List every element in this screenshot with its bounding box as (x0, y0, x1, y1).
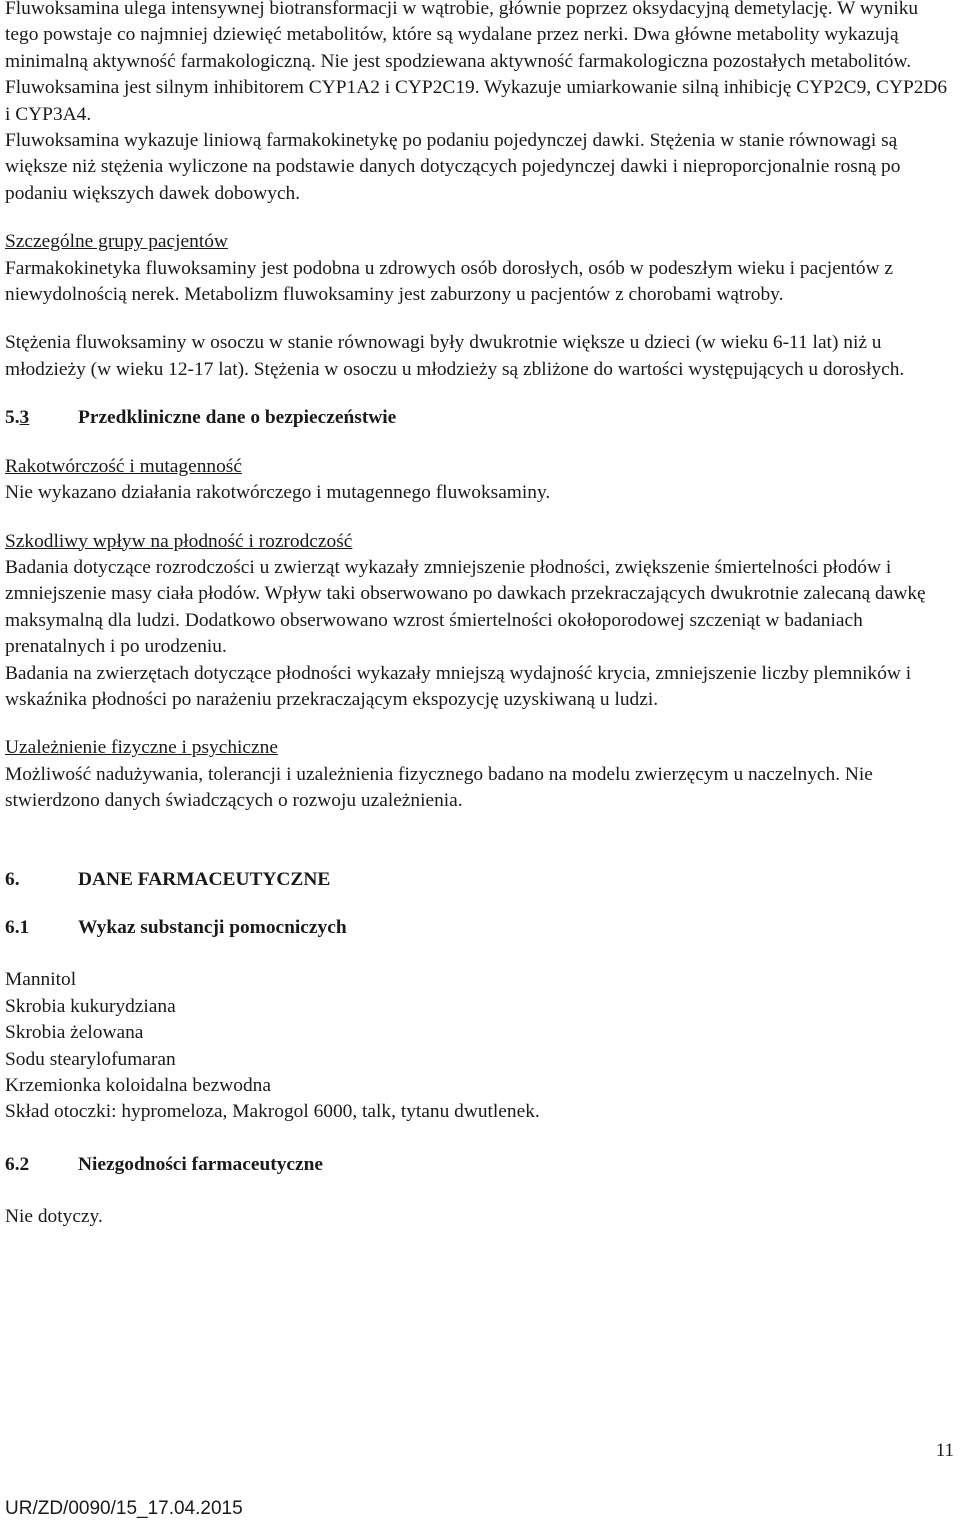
section-6-2-heading (5, 1152, 955, 1178)
special-groups-heading: Szczególne grupy pacjentów (5, 231, 228, 253)
list-item: Sodu stearylofumaran (5, 1048, 176, 1070)
pk-paragraph-1: Fluwoksamina ulega intensywnej biotransformacji w wątrobie, głównie poprzez oksydacyjną demetylację. W wyniku tego powstaje co najmniej dziewięć metabolitów, które są wydalane przez nerki. Dwa główne metabolity wykazują minimalną aktywność farmakologiczną. Nie jest spodziewana aktywność farmakologiczna pozostałych metabolitów. Fluwoksamina jest silnym inhibitorem CYP1A2 i CYP2C19. Wykazuje umiarkowanie silną inhibicję CYP2C9, CYP2D6 i CYP3A4. (5, 0, 948, 125)
reproduction-paragraph-2: Badania na zwierzętach dotyczące płodności wykazały mniejszą wydajność krycia, zmniejszenie liczby plemników i wskaźnika płodności po narażeniu przekraczającym ekspozycję uzyskiwaną u ludzi. (5, 662, 912, 710)
list-item: Krzemionka koloidalna bezwodna (5, 1075, 271, 1096)
section-6-2-text: Nie dotyczy. (5, 1206, 103, 1228)
section-6-title: DANE FARMACEUTYCZNE (78, 868, 331, 890)
list-item: Skład otoczki: hypromeloza, Makrogol 6000, talk, tytanu dwutlenek. (5, 1101, 540, 1123)
special-groups-paragraph-2: Stężenia fluwoksaminy w osoczu w stanie równowagi były dwukrotnie większe u dzieci (w wieku 6-11 lat) niż u młodzieży (w wieku 12-17 lat). Stężenia w osoczu u młodzieży są zbliżone do wartości występujących u dorosłych. (5, 332, 905, 380)
document-footer-code: UR/ZD/0090/15_17.04.2015 (5, 1498, 243, 1519)
list-item: Skrobia żelowana (5, 1022, 144, 1044)
section-5-3-heading (5, 405, 955, 431)
section-5-3-number: 5.3 (5, 407, 30, 429)
pk-paragraph-2: Fluwoksamina wykazuje liniową farmakokinetykę po podaniu pojedynczej dawki. Stężenia w stanie równowagi są większe niż stężenia wyliczone na podstawie danych dotyczących pojedynczej dawki i nieproporcjonalnie rosną po podaniu większych dawek dobowych. (5, 130, 901, 204)
section-6-2-title: Niezgodności farmaceutyczne (78, 1153, 324, 1175)
section-6-number: 6. (5, 868, 20, 890)
section-6-1-title: Wykaz substancji pomocniczych (78, 916, 347, 938)
document-page (5, 0, 955, 1231)
reproduction-heading: Szkodliwy wpływ na płodność i rozrodczość (5, 530, 353, 552)
dependence-heading: Uzależnienie fizyczne i psychiczne (5, 737, 278, 759)
section-5-3-title: Przedkliniczne dane o bezpieczeństwie (78, 407, 397, 429)
section-6-1-heading (5, 915, 955, 941)
reproduction-paragraph-1: Badania dotyczące rozrodczości u zwierząt wykazały zmniejszenie płodności, zwiększenie śmiertelności płodów i zmniejszenie masy ciała płodów. Wpływ taki obserwowano po dawkach przekraczających dwukrotnie zalecaną dawkę maksymalną dla ludzi. Dodatkowo obserwowano wzrost śmiertelności okołoporodowej szczeniąt w badaniach prenatalnych i po urodzeniu. (5, 556, 926, 658)
carcinogenicity-text: Nie wykazano działania rakotwórczego i mutagennego fluwoksaminy. (5, 482, 551, 504)
dependence-text: Możliwość nadużywania, tolerancji i uzależnienia fizycznego badano na modelu zwierzęcym u naczelnych. Nie stwierdzono danych świadczących o rozwoju uzależnienia. (5, 763, 873, 812)
section-6-1-number: 6.1 (5, 916, 30, 938)
carcinogenicity-heading: Rakotwórczość i mutagenność (5, 455, 242, 477)
list-item: Skrobia kukurydziana (5, 995, 176, 1017)
list-item: Mannitol (5, 969, 77, 991)
section-6-heading (5, 867, 955, 893)
excipients-list (5, 967, 955, 1125)
special-groups-paragraph-1: Farmakokinetyka fluwoksaminy jest podobna u zdrowych osób dorosłych, osób w podeszłym wieku i pacjentów z niewydolnością nerek. Metabolizm fluwoksaminy jest zaburzony u pacjentów z chorobami wątroby. (5, 257, 894, 306)
section-6-2-number: 6.2 (5, 1153, 30, 1175)
page-number: 11 (935, 1440, 954, 1461)
